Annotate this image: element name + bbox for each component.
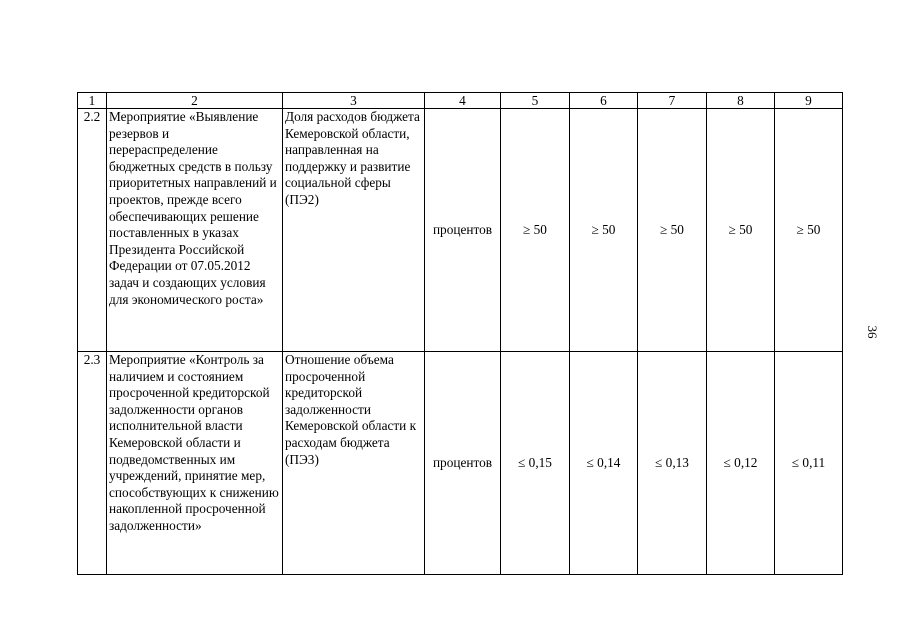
value-cell: ≤ 0,15 (501, 352, 570, 575)
header-cell: 2 (107, 93, 283, 109)
measure-cell: Мероприятие «Выявление резервов и перераспределение бюджетных средств в пользу приоритетных направлений и проектов, прежде всего обеспечивающих решение поставленных в указах Президента Российской Федерации от 07.05.2012 задач и создающих условия для экономического роста» (107, 109, 283, 352)
indicator-cell: Отношение объема просроченной кредиторской задолженности Кемеровской области к расходам бюджета (ПЭ3) (283, 352, 425, 575)
value-cell: ≥ 50 (501, 109, 570, 352)
header-cell: 1 (78, 93, 107, 109)
indicator-cell: Доля расходов бюджета Кемеровской области, направленная на поддержку и развитие социальной сферы (ПЭ2) (283, 109, 425, 352)
page-number: 36 (865, 325, 880, 339)
value-cell: ≥ 50 (570, 109, 638, 352)
value-cell: ≤ 0,14 (570, 352, 638, 575)
row-number: 2.2 (78, 109, 107, 352)
header-cell: 8 (707, 93, 775, 109)
header-cell: 6 (570, 93, 638, 109)
row-number: 2.3 (78, 352, 107, 575)
value-cell: ≤ 0,11 (775, 352, 843, 575)
value-cell: ≥ 50 (707, 109, 775, 352)
table-row (78, 109, 843, 352)
value-cell: ≤ 0,13 (638, 352, 707, 575)
header-cell: 4 (425, 93, 501, 109)
table-header-row (78, 93, 843, 109)
value-cell: ≤ 0,12 (707, 352, 775, 575)
value-cell: ≥ 50 (775, 109, 843, 352)
unit-cell: процентов (425, 352, 501, 575)
indicators-table (77, 92, 843, 575)
value-cell: ≥ 50 (638, 109, 707, 352)
header-cell: 3 (283, 93, 425, 109)
measure-cell: Мероприятие «Контроль за наличием и состоянием просроченной кредиторской задолженности органов исполнительной власти Кемеровской области и подведомственных им учреждений, принятие мер, способствующих к снижению накопленной просроченной задолженности» (107, 352, 283, 575)
header-cell: 7 (638, 93, 707, 109)
table-row (78, 352, 843, 575)
unit-cell: процентов (425, 109, 501, 352)
header-cell: 9 (775, 93, 843, 109)
header-cell: 5 (501, 93, 570, 109)
